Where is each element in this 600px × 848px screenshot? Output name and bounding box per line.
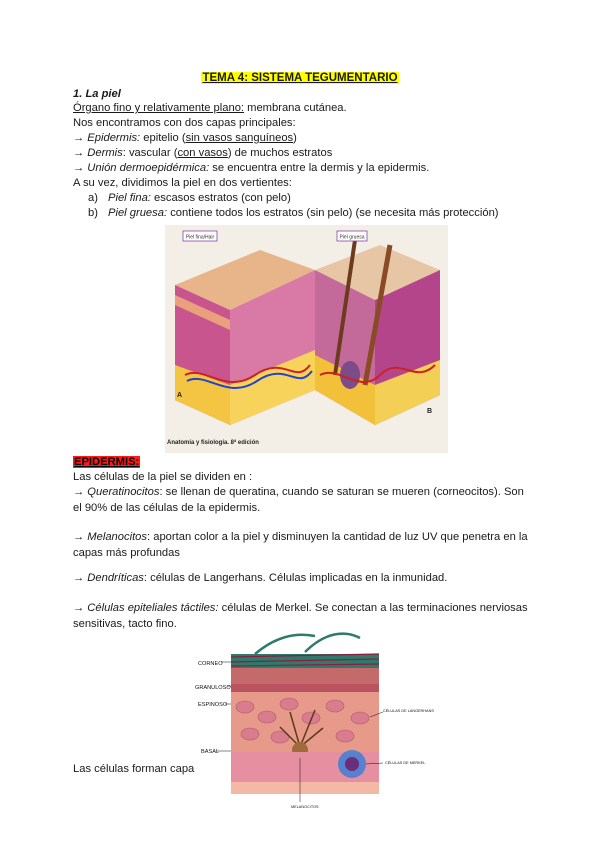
figure1-label-right: Piel gruesa bbox=[339, 234, 365, 241]
paragraph-merkel: → Células epiteliales táctiles: células de Merkel. Se conectan a las terminaciones nerviosas sensitivas, tacto fino. bbox=[73, 602, 528, 630]
paragraph-melanocitos: → Melanocitos: aportan color a la piel y disminuyen la cantidad de luz UV que penetra en la capas más profundas bbox=[73, 531, 528, 559]
epidermis-intro: Las células de la piel se dividen en : bbox=[73, 471, 253, 483]
figure1-letter-a: A bbox=[177, 392, 183, 399]
list-item-dermis: → Dermis: vascular (con vasos) de muchos estratos bbox=[73, 147, 333, 159]
section-heading-piel: 1. La piel bbox=[73, 88, 121, 100]
list-item-union: → Unión dermoepidérmica: se encuentra entre la dermis y la epidermis. bbox=[73, 162, 430, 174]
epidermis-layers-figure bbox=[195, 632, 440, 812]
layer-label-espinoso: ESPINOSO bbox=[198, 702, 228, 708]
label-melanocitos: MELANOCITOS bbox=[291, 805, 319, 809]
paragraph-queratinocitos: → Queratinocitos: se llenan de queratina, cuando se saturan se mueren (corneocitos). Son el 90% de las células de la epidermis. bbox=[73, 486, 524, 514]
text-line-organo: Órgano fino y relativamente plano: membrana cutánea. bbox=[73, 102, 347, 114]
figure1-caption: Anatomía y fisiología. 8ª edición bbox=[167, 440, 259, 446]
list-item-piel-gruesa: b) Piel gruesa: contiene todos los estratos (sin pelo) (se necesita más protección) bbox=[88, 207, 499, 219]
text-line-capas: Nos encontramos con dos capas principales: bbox=[73, 117, 296, 129]
paragraph-dendriticas: → Dendríticas: células de Langerhans. Células implicadas en la inmunidad. bbox=[73, 572, 448, 584]
label-langerhans: CÉLULAS DE LANGERHANS bbox=[383, 709, 434, 713]
epidermis-heading: EPIDERMIS: bbox=[74, 456, 140, 468]
layer-label-granuloso: GRANULOSO bbox=[195, 685, 231, 691]
figure1-letter-b: B bbox=[427, 408, 433, 415]
layer-label-corneo: CORNEO bbox=[198, 661, 223, 667]
label-merkel: CÉLULAS DE MERKEL bbox=[385, 761, 426, 765]
text-line-capas-forman: Las células forman capa bbox=[73, 763, 195, 775]
list-item-epidermis: → Epidermis: epitelio (sin vasos sanguíneos) bbox=[73, 132, 297, 144]
skin-diagram-figure bbox=[165, 225, 448, 453]
figure1-label-left: Piel fina/Hair bbox=[185, 234, 215, 241]
text-line-vertientes: A su vez, dividimos la piel en dos vertientes: bbox=[73, 177, 292, 189]
document-title: TEMA 4: SISTEMA TEGUMENTARIO bbox=[202, 72, 398, 84]
layer-label-basal: BASAL bbox=[201, 749, 220, 755]
list-item-piel-fina: a) Piel fina: escasos estratos (con pelo) bbox=[88, 192, 291, 204]
